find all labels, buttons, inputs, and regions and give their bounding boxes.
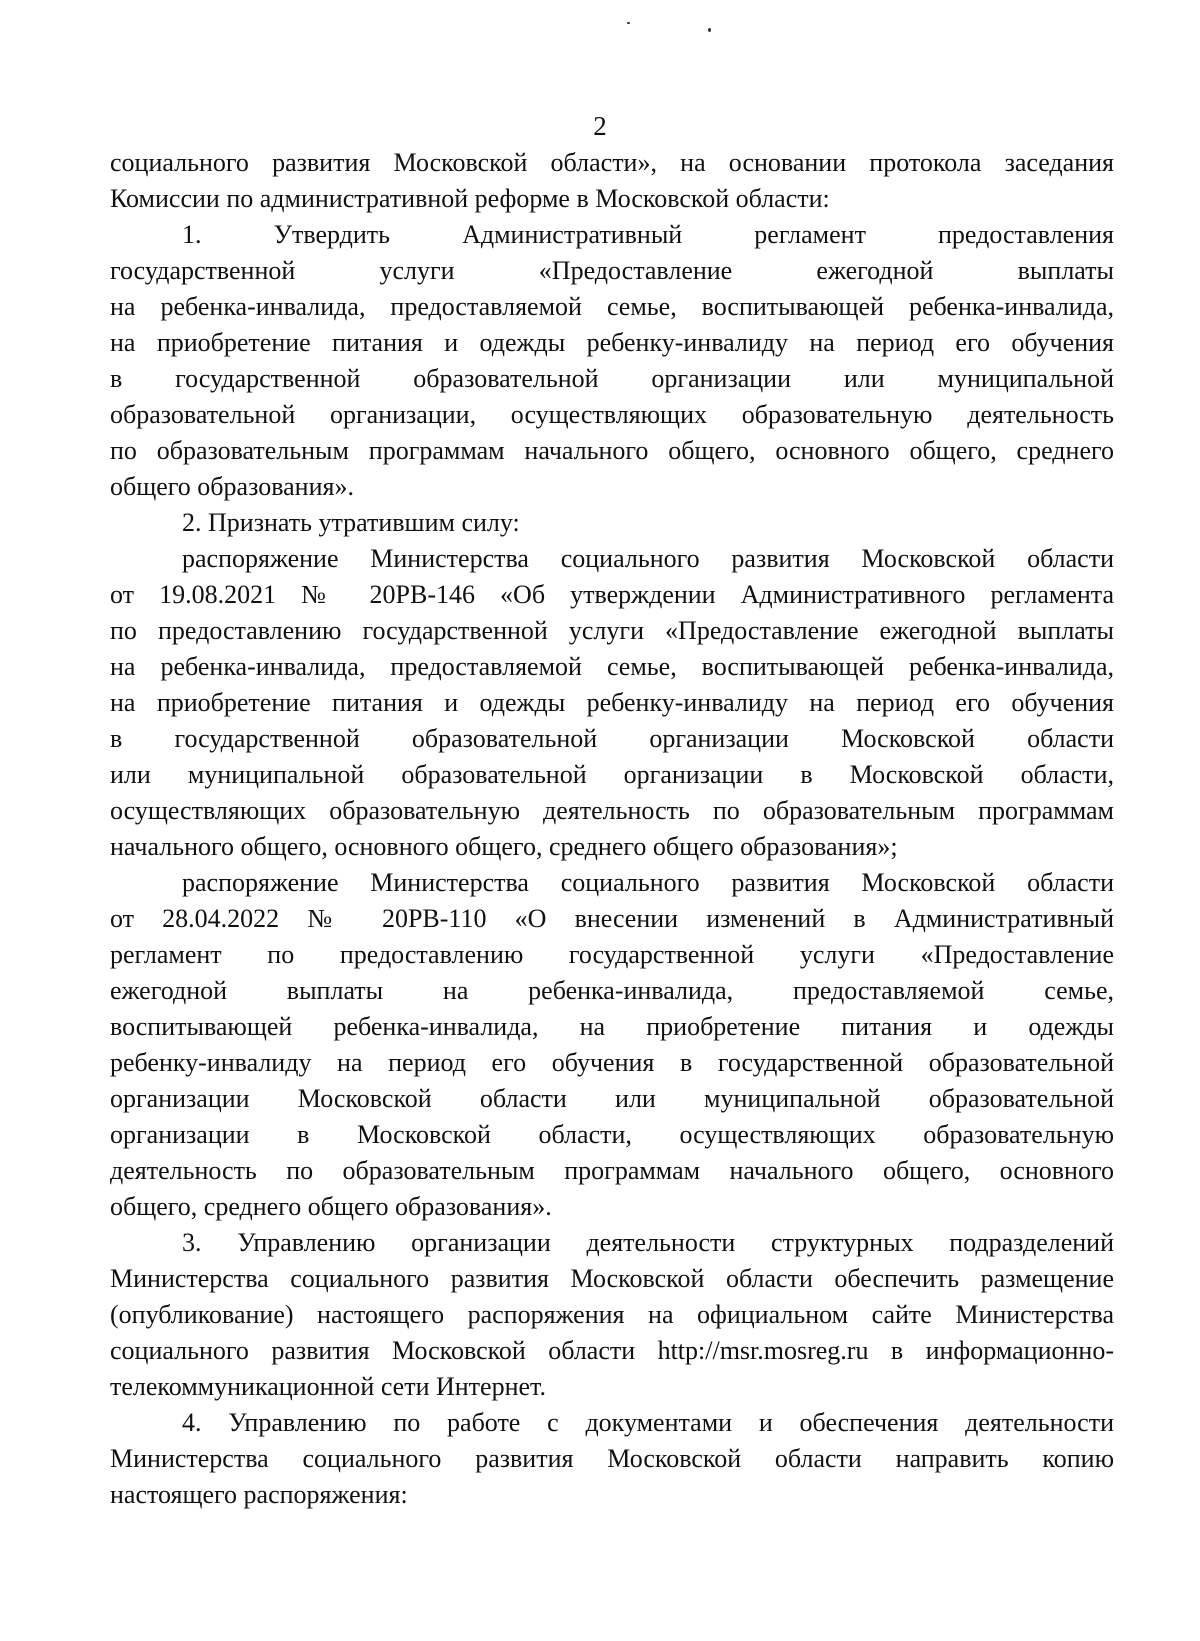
text-line: Комиссии по административной реформе в Московской области: [110, 184, 830, 213]
scan-speck [708, 28, 711, 32]
text-line: от 28.04.2022 № 20РВ-110 «О внесении изменений в Административный [110, 904, 1114, 933]
text-line: по предоставлению государственной услуги «Предоставление ежегодной выплаты [110, 616, 1114, 645]
annulled-order-1-start: распоряжение Министерства социального развития Московской области [182, 544, 1114, 573]
paragraph-4-start: 4. Управлению по работе с документами и обеспечения деятельности [182, 1408, 1114, 1437]
text-line: от 19.08.2021 № 20РВ-146 «Об утверждении Административного регламента [110, 580, 1114, 609]
text-line: настоящего распоряжения: [110, 1480, 408, 1509]
text-line: на ребенка-инвалида, предоставляемой семье, воспитывающей ребенка-инвалида, [110, 652, 1114, 681]
text-line: социального развития Московской области http://msr.mosreg.ru в информационно- [110, 1336, 1114, 1365]
text-line: ежегодной выплаты на ребенка-инвалида, предоставляемой семье, [110, 976, 1114, 1005]
text-line: общего образования». [110, 472, 354, 501]
text-line: социального развития Московской области», на основании протокола заседания [110, 148, 1114, 177]
text-line: осуществляющих образовательную деятельность по образовательным программам [110, 796, 1114, 825]
text-line: в государственной образовательной организации Московской области [110, 724, 1114, 753]
text-line: по образовательным программам начального общего, основного общего, среднего [110, 436, 1114, 465]
paragraph-1-start: 1. Утвердить Административный регламент предоставления [182, 220, 1114, 249]
text-line: воспитывающей ребенка-инвалида, на приобретение питания и одежды [110, 1012, 1114, 1041]
document-body [110, 145, 1114, 1513]
paragraph-3-start: 3. Управлению организации деятельности структурных подразделений [182, 1228, 1114, 1257]
page-number: 2 [593, 111, 607, 141]
text-line: общего, среднего общего образования». [110, 1192, 552, 1221]
text-line: Министерства социального развития Московской области обеспечить размещение [110, 1264, 1114, 1293]
text-line: организации Московской области или муниципальной образовательной [110, 1084, 1114, 1113]
text-line: начального общего, основного общего, среднего общего образования»; [110, 832, 898, 861]
text-line: телекоммуникационной сети Интернет. [110, 1372, 546, 1401]
text-line: в государственной образовательной организации или муниципальной [110, 364, 1114, 393]
text-line: ребенку-инвалиду на период его обучения в государственной образовательной [110, 1048, 1114, 1077]
paragraph-2-start: 2. Признать утратившим силу: [182, 508, 520, 537]
annulled-order-2-start: распоряжение Министерства социального развития Московской области [182, 868, 1114, 897]
text-line: деятельность по образовательным программам начального общего, основного [110, 1156, 1114, 1185]
text-line: на приобретение питания и одежды ребенку-инвалиду на период его обучения [110, 688, 1114, 717]
text-line: государственной услуги «Предоставление ежегодной выплаты [110, 256, 1114, 285]
text-line: (опубликование) настоящего распоряжения на официальном сайте Министерства [110, 1300, 1114, 1329]
text-line: образовательной организации, осуществляющих образовательную деятельность [110, 400, 1114, 429]
text-line: на ребенка-инвалида, предоставляемой семье, воспитывающей ребенка-инвалида, [110, 292, 1114, 321]
text-line: на приобретение питания и одежды ребенку-инвалиду на период его обучения [110, 328, 1114, 357]
scan-speck [627, 22, 630, 24]
text-line: организации в Московской области, осуществляющих образовательную [110, 1120, 1114, 1149]
text-line: Министерства социального развития Московской области направить копию [110, 1444, 1114, 1473]
text-line: или муниципальной образовательной организации в Московской области, [110, 760, 1114, 789]
text-line: регламент по предоставлению государственной услуги «Предоставление [110, 940, 1114, 969]
